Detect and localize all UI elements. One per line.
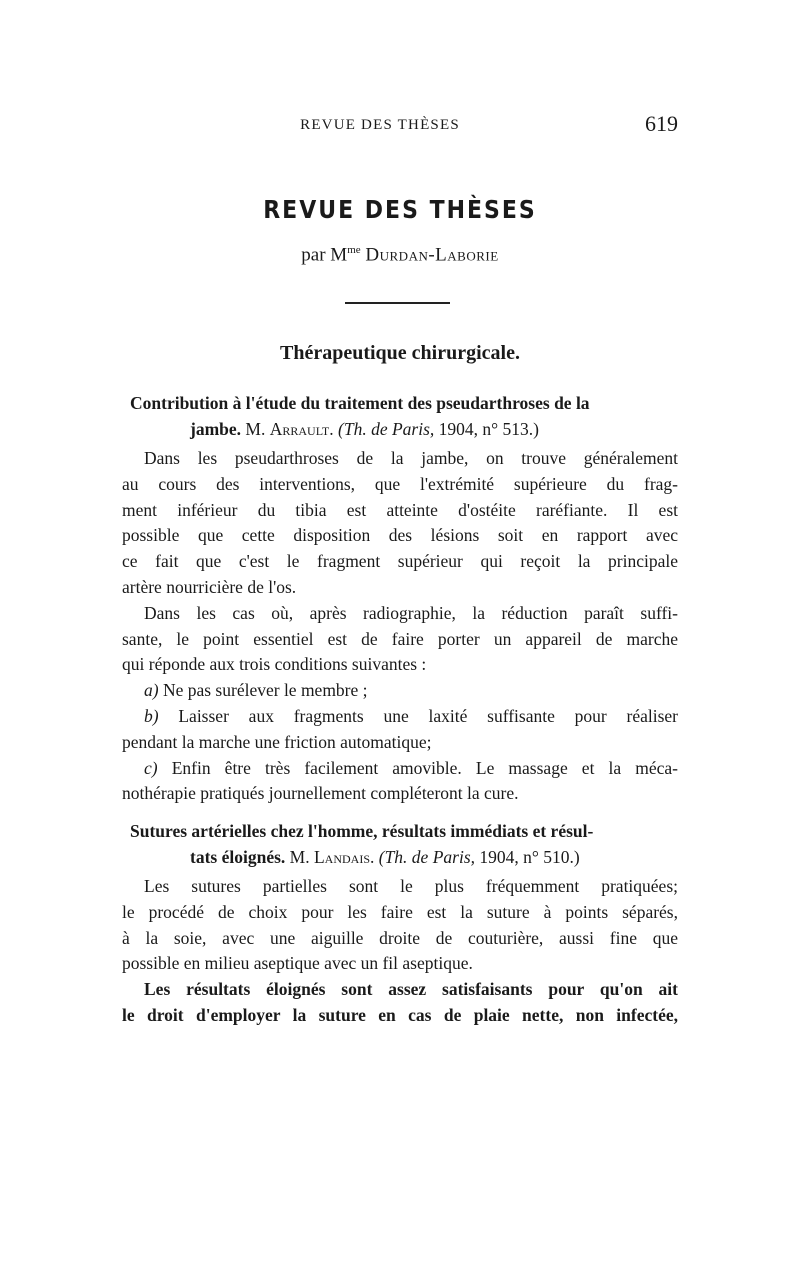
entry-body-2 [122, 874, 678, 1029]
entry-title-1-line1: Contribution à l'étude du traitement des pseudarthroses de la [130, 393, 590, 413]
list-marker: c) [144, 757, 158, 778]
text-line: artère nourricière de l'os. [122, 576, 297, 597]
entry-title-1 [130, 390, 675, 442]
text-line: ce fait que c'est le fragment supérieur qui reçoit la principale [122, 551, 678, 572]
entry-title-1-ref-ital: (Th. de Paris, [338, 419, 435, 439]
list-text: Ne pas surélever le membre ; [162, 680, 368, 701]
byline-par: par M [301, 244, 348, 266]
entry-title-2-bold: tats éloignés. [190, 847, 286, 867]
text-line: possible en milieu aseptique avec un fil aseptique. [122, 953, 473, 974]
text-line: ment inférieur du tibia est atteinte d'ostéite raréfiante. Il est [122, 499, 678, 520]
text-line: possible que cette disposition des lésions soit en rapport avec [122, 525, 678, 546]
entry-title-2-prefix: M. [289, 847, 310, 867]
list-text: Enfin être très facilement amovible. Le massage et la méca- [171, 757, 678, 778]
text-line: Les sutures partielles sont le plus fréquemment pratiquées; [144, 876, 678, 896]
entry-title-2 [130, 818, 675, 870]
entry-title-1-bold: jambe. [190, 419, 242, 439]
text-line: au cours des interventions, que l'extrémité supérieure du frag- [122, 473, 678, 494]
text-line: à la soie, avec une aiguille droite de couturière, aussi fine que [122, 927, 678, 948]
entry-title-1-author: Arrault. [269, 419, 334, 439]
list-item [122, 704, 678, 730]
running-head [120, 111, 680, 141]
text-line: pendant la marche une friction automatique; [122, 731, 432, 752]
text-line: Dans les pseudarthroses de la jambe, on trouve généralement [144, 448, 678, 468]
list-item [122, 756, 678, 782]
entry-title-1-prefix: M. [245, 419, 266, 439]
divider-rule [345, 302, 450, 304]
entry-title-2-line2 [130, 844, 675, 870]
entry-body-1 [122, 446, 678, 807]
text-line: le procédé de choix pour les faire est la suture à points séparés, [122, 901, 678, 922]
list-marker: b) [144, 705, 159, 726]
text-line: Les résultats éloignés sont assez satisfaisants pour qu'on ait [144, 979, 678, 1000]
entry-title-2-ref: 1904, n° 510.) [479, 847, 580, 867]
entry-title-2-ref-ital: (Th. de Paris, [378, 847, 475, 867]
entry-title-1-line2 [130, 416, 675, 442]
entry-title-2-author: Landais. [313, 847, 375, 867]
list-marker: a) [144, 680, 159, 701]
list-text: Laisser aux fragments une laxité suffisante pour réaliser [178, 705, 679, 726]
running-title: REVUE DES THÈSES [300, 117, 460, 133]
text-line: nothérapie pratiqués journellement compléteront la cure. [122, 783, 519, 804]
entry-title-1-ref: 1904, n° 513.) [438, 419, 539, 439]
text-line: le droit d'employer la suture en cas de plaie nette, non infectée, [122, 1004, 678, 1025]
section-heading: Thérapeutique chirurgicale. [280, 342, 520, 364]
author-name: Durdan-Laborie [365, 244, 499, 266]
text-line: qui réponde aux trois conditions suivantes : [122, 654, 427, 675]
list-item [122, 678, 678, 704]
byline [0, 244, 800, 266]
byline-sup: me [347, 244, 361, 256]
page-number: 619 [645, 111, 678, 136]
text-line: sante, le point essentiel est de faire porter un appareil de marche [122, 628, 678, 649]
text-line: Dans les cas où, après radiographie, la réduction paraît suffi- [144, 602, 678, 623]
entry-title-2-line1: Sutures artérielles chez l'homme, résultats immédiats et résul- [130, 821, 594, 841]
page-title: REVUE DES THÈSES [263, 196, 537, 225]
